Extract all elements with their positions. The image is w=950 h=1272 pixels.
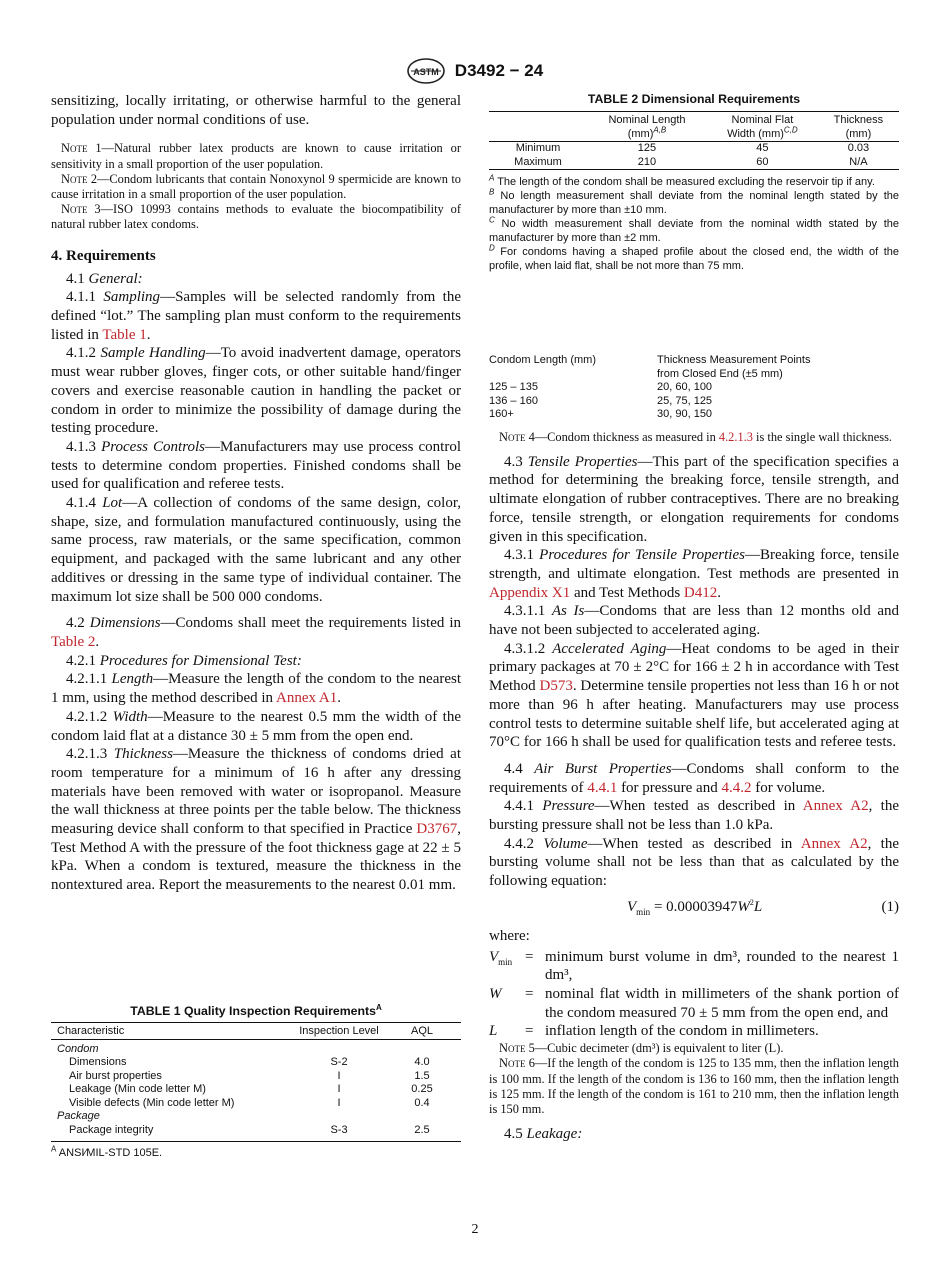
section-4-1-2: 4.1.2 Sample Handling—To avoid inadvertent damage, operators must wear rubber gloves, finger cots, or other suitable hand/finger covers and exercise reasonable caution in handling the packet or condom in order to minimize the possibility of damage during the testing procedure.	[51, 345, 461, 437]
table-row: Visible defects (Min code letter M) I 0.4	[69, 1096, 430, 1109]
note-1: Note 1—Natural rubber latex products are known to cause irritation or sensitivity in a small proportion of the user population.	[51, 141, 461, 171]
table-2	[489, 92, 899, 273]
definition-w: W = nominal flat width in millimeters of the shank portion of the condom measured 70 ± 5 mm from the open end, and	[489, 985, 899, 1021]
thickness-points-table	[489, 354, 899, 1144]
designation: D3492 − 24	[454, 61, 544, 80]
table-row: Leakage (Min code letter M) I 0.25	[69, 1083, 433, 1095]
table-2-title: TABLE 2 Dimensional Requirements	[587, 92, 801, 106]
table-row: 125 – 135 20, 60, 100	[489, 381, 713, 393]
section-4-4-2-link[interactable]: 4.4.2	[721, 779, 752, 796]
thickness-table-header: Thickness Measurement Points from Closed End (±5 mm)	[657, 354, 811, 380]
equation-1: $V_{min} = 0.00003947W^2L$ (1)	[627, 897, 899, 917]
section-4-5: 4.5 Leakage:	[504, 1126, 583, 1143]
thickness-table-header: Condom Length (mm)	[489, 354, 596, 366]
svg-text:ASTM: ASTM	[413, 67, 439, 77]
section-4-3-1-2: 4.3.1.2 Accelerated Aging—Heat condoms to be aged in their primary packages at 70 ± 2°C for 166 ± 2 h in accordance with Test Method D573. Determine tensile properties not less than 16 h or not more than 96 h after heating. Manufacturers may use process control tests to determine suitable shelf life, but accelerated aging at 70°C for 166 h shall be used for qualification tests and referee tests.	[489, 640, 900, 751]
table-1-header: Inspection Level	[299, 1025, 379, 1037]
section-4-2-1-3: 4.2.1.3 Thickness—Measure the thickness of condoms dried at room temperature for a minimum of 16 h after any dressing materials have been removed with water or isopropanol. Measure the wall thickness at three points per the table below. The thickness measuring device shall conform to that specified in Practice D3767, Test Method A with the pressure of the foot thickness gage at 22 ± 5 kPa. When a condom is textured, measure the thickness in the nontextured area. Report the measurements to the nearest 0.01 mm.	[51, 746, 461, 894]
annex-a2-link[interactable]: Annex A2	[800, 835, 868, 852]
annex-a2-link[interactable]: Annex A2	[802, 798, 869, 815]
table-1	[51, 1004, 461, 1160]
section-4-1: 4.1 General:	[66, 270, 143, 287]
definition-vmin: $V_{min}$ = minimum burst volume in dm³, rounded to the nearest 1 dm³,	[489, 948, 899, 984]
section-4-2-1-1: 4.2.1.1 Length—Measure the length of the condom to the nearest 1 mm, using the method described in Annex A1.	[51, 671, 462, 707]
table-2-grid	[489, 111, 899, 170]
section-4-2-1: 4.2.1 Procedures for Dimensional Test:	[66, 652, 302, 669]
section-4-1-1: 4.1.1 Sampling—Samples will be selected randomly from the defined “lot.” The sampling plan must conform to the requirements listed in Table 1.	[51, 289, 461, 343]
note-5: Note 5—Cubic decimeter (dm³) is equivalent to liter (L).	[499, 1041, 784, 1056]
d412-link[interactable]: D412	[683, 584, 718, 601]
right-column	[489, 92, 900, 1143]
section-4-3-1-1: 4.3.1.1 As Is—Condoms that are less than 12 months old and have not been subjected to accelerated aging.	[489, 603, 900, 639]
note-3: Note 3—ISO 10993 contains methods to evaluate the biocompatibility of natural rubber latex condoms.	[51, 202, 461, 232]
annex-a1-link[interactable]: Annex A1	[275, 690, 338, 707]
left-column	[51, 92, 462, 1159]
section-4-1-4: 4.1.4 Lot—A collection of condoms of the same design, color, shape, size, and formulation manufactured continuously, using the same process, raw materials, or the same specification, common equipment, and packaged with the same lubricant and any other additives or dressing in the same type of individual container. The maximum lot size shall be 500 000 condoms.	[51, 495, 461, 605]
section-4-3: 4.3 Tensile Properties—This part of the specification specifies a method for determining the breaking force, tensile strength, and ultimate elongation of rubber contraceptives. There are no breaking force, tensile strength, or elongation requirements for condoms given in this specification.	[489, 453, 899, 545]
table-1-header: AQL	[410, 1025, 433, 1037]
section-4-3-1: 4.3.1 Procedures for Tensile Properties—Breaking force, tensile strength, and ultimate elongation. Test methods are presented in Appendix X1 and Test Methods D412.	[489, 547, 899, 601]
section-4-2-1-2: 4.2.1.2 Width—Measure to the nearest 0.5 mm the width of the condom laid flat at a distance 30 ± 5 mm from the open end.	[51, 708, 461, 744]
table-row: Minimum 125 45 0.03	[515, 142, 870, 154]
table-1-footnote: $^A$ ANSI⁄MIL-STD 105E.	[51, 1144, 163, 1159]
section-4-heading: 4. Requirements	[51, 247, 156, 264]
appendix-x1-link[interactable]: Appendix X1	[489, 584, 571, 601]
definition-l: L = inflation length of the condom in millimeters.	[489, 1023, 819, 1040]
section-4-2: 4.2 Dimensions—Condoms shall meet the requirements listed in Table 2.	[51, 615, 461, 650]
table-row: Air burst properties I 1.5	[69, 1069, 430, 1082]
table-row: Package integrity S-3 2.5	[69, 1123, 430, 1136]
table-2-link[interactable]: Table 2	[51, 633, 96, 650]
table-row: Maximum 210 60 N/A	[514, 155, 868, 168]
note-2: Note 2—Condom lubricants that contain Nonoxynol 9 spermicide are known to cause irritation in a small proportion of the user population.	[51, 171, 461, 202]
d3767-link[interactable]: D3767	[416, 821, 458, 838]
d573-link[interactable]: D573	[539, 678, 573, 695]
page-number: 2	[471, 1222, 479, 1237]
section-4-2-1-3-link[interactable]: 4.2.1.3	[718, 429, 753, 444]
table-2-footnote-a: $^A$ The length of the condom shall be measured excluding the reservoir tip if any.	[489, 173, 875, 188]
table-1-group: Condom	[57, 1042, 99, 1055]
table-2-footnote-c: $^C$ No width measurement shall deviate from the nominal width stated by the manufacturer by more than ±2 mm.	[489, 215, 899, 244]
where-label: where:	[489, 927, 530, 944]
section-4-4-2: 4.4.2 Volume—When tested as described in Annex A2, the bursting volume shall not be less than that as calculated by the following equation:	[489, 835, 899, 890]
table-2-header: Thickness (mm)	[833, 114, 884, 140]
note-6: Note 6—If the length of the condom is 125 to 135 mm, then the inflation length is 100 mm. If the length of the condom is 136 to 160 mm, then the inflation length is 125 mm. If the length of the condom is 161 to 210 mm, then the inflation length is 150 mm.	[489, 1056, 899, 1116]
table-1-title: TABLE 1 Quality Inspection Requirements$^A$	[130, 1002, 382, 1018]
table-2-header: Nominal Flat Width (mm)$^{C,D}$	[727, 114, 798, 140]
table-2-footnote-b: $^B$ No length measurement shall deviate from the nominal length stated by the manufacturer by more than ±10 mm.	[489, 187, 900, 216]
table-1-grid	[51, 1022, 461, 1142]
table-row: Dimensions S-2 4.0	[69, 1056, 430, 1068]
astm-logo-icon	[407, 58, 445, 84]
table-row: 160+ 30, 90, 150	[489, 408, 713, 420]
intro-paragraph: sensitizing, locally irritating, or otherwise harmful to the general population under normal conditions of use.	[51, 93, 461, 128]
page-header	[0, 58, 950, 84]
equation-number: (1)	[881, 898, 899, 915]
section-4-4: 4.4 Air Burst Properties—Condoms shall conform to the requirements of 4.4.1 for pressure and 4.4.2 for volume.	[489, 760, 899, 796]
section-4-4-1-link[interactable]: 4.4.1	[587, 779, 618, 796]
table-1-link[interactable]: Table 1	[102, 326, 147, 343]
table-row: 136 – 160 25, 75, 125	[489, 394, 713, 407]
section-4-4-1: 4.4.1 Pressure—When tested as described in Annex A2, the bursting pressure shall not be less than 1.0 kPa.	[489, 798, 900, 834]
table-2-header: Nominal Length (mm)$^{A,B}$	[608, 114, 686, 140]
table-1-group: Package	[57, 1110, 100, 1122]
note-4: Note 4—Condom thickness as measured in 4.2.1.3 is the single wall thickness.	[499, 429, 892, 444]
table-2-footnote-d: $^D$ For condoms having a shaped profile about the closed end, the width of the profile, when laid flat, shall be not more than 75 mm.	[489, 243, 900, 272]
table-1-header: Characteristic	[57, 1025, 125, 1037]
section-4-1-3: 4.1.3 Process Controls—Manufacturers may use process control tests to determine condom properties. Finished condoms shall be used for qualification and referee tests.	[51, 438, 461, 493]
